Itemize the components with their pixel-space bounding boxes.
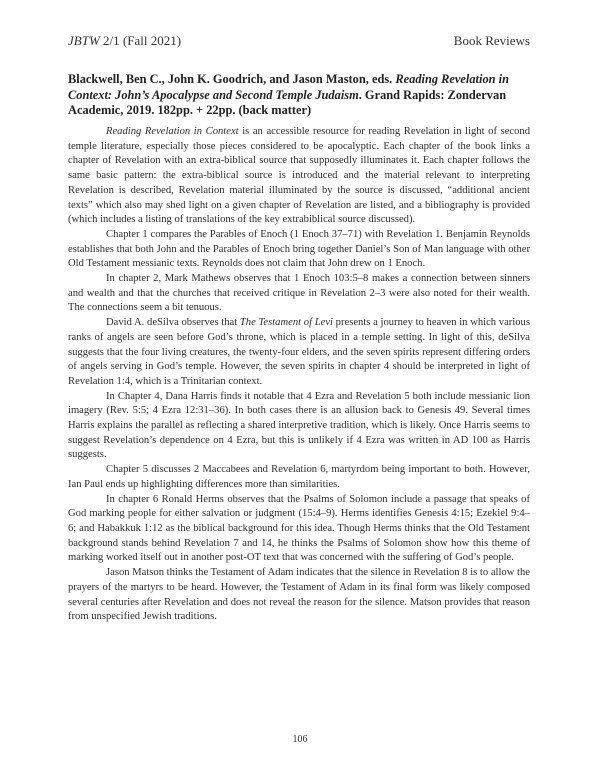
review-body xyxy=(68,125,530,625)
paragraph-3: In chapter 2, Mark Mathews observes that 1 Enoch 103:5–8 makes a connection between sinners and wealth and that the churches that received critique in Revelation 2–3 were also noted for their wealth. The connections seem a bit tenuous. xyxy=(68,273,530,314)
paragraph-1 xyxy=(68,125,530,228)
book-title-inline: Reading Revelation in Context xyxy=(106,126,239,137)
paragraph-5: In Chapter 4, Dana Harris finds it notable that 4 Ezra and Revelation 5 both include messianic lion imagery (Rev. 5:5; 4 Ezra 12:31–36). In both cases there is an allusion back to Genesis 49. Several times Harris explains the parallel as reflecting a shared interpretive tradition, which is likely. Once Harris seems to suggest Revelation’s dependence on 4 Ezra, but this is unlikely if 4 Ezra was written in AD 100 as Harris suggests. xyxy=(68,390,530,461)
paragraph-2: Chapter 1 compares the Parables of Enoch (1 Enoch 37–71) with Revelation 1. Benjamin Reynolds establishes that both John and the Parables of Enoch bring together Daniel’s Son of Man language with other Old Testament messianic texts. Reynolds does not claim that John drew on 1 Enoch. xyxy=(68,228,530,270)
journal-abbrev: JBTW xyxy=(68,33,100,48)
running-header xyxy=(68,33,530,51)
paragraph-text: is an accessible resource for reading Revelation in light of second temple literature, especially those pieces considered to be apocalyptic. Each chapter of the book links a chapter of Revelation with an extra-biblical source that supposedly illuminates it. Each chapter follows the same basic pattern: the extra-biblical source is introduced and the material relevant to interpreting Revelation is described, Revelation material illuminated by the source is discussed, “additional ancient texts” which also may shed light on a given chapter of Revelation are listed, and a bibliography is provided (which includes a listing of translations of the key extrabiblical source discussed). xyxy=(68,126,530,226)
citation-title: Reading Revelation in Context: John’s Apocalypse and Second Temple Judaism xyxy=(68,72,509,102)
book-citation xyxy=(68,72,530,119)
paragraph-6: Chapter 5 discusses 2 Maccabees and Revelation 6, martyrdom being important to both. However, Ian Paul ends up highlighting differences more than similarities. xyxy=(68,464,530,490)
page-number: 106 xyxy=(292,734,308,745)
citation-authors: Blackwell, Ben C., John K. Goodrich, and Jason Maston, eds. xyxy=(68,72,396,86)
paragraph-8: Jason Matson thinks the Testament of Adam indicates that the silence in Revelation 8 is to allow the prayers of the martyrs to be heard. However, the Testament of Adam in its final form was likely composed several centuries after Revelation and does not reveal the reason for the silence. Matson provides that reason from unspecified Jewish traditions. xyxy=(68,567,530,623)
section-title: Book Reviews xyxy=(453,33,530,48)
issue-info: 2/1 (Fall 2021) xyxy=(99,33,182,48)
journal-issue xyxy=(68,33,181,49)
paragraph-4 xyxy=(68,316,530,390)
paragraph-text: David A. deSilva observes that xyxy=(106,317,240,329)
citation-publication: . Grand Rapids: Zondervan Academic, 2019. 182pp. + 22pp. (back matter) xyxy=(68,87,507,118)
paragraph-7: In chapter 6 Ronald Herms observes that the Psalms of Solomon include a passage that speaks of God marking people for either salvation or judgment (15:4–9). Herms identifies Genesis 4:15; Ezekiel 9:4–6; and Habakkuk 1:12 as the biblical background for this idea. Though Herms thinks that the Old Testament background stands behind Revelation 7 and 14, he thinks the Psalms of Solomon show how this theme of marking worked itself out in another post-OT text that was concerned with the suffering of God’s people. xyxy=(68,493,530,564)
paragraph-text: presents a journey to heaven in which various ranks of angels are seen before God’s throne, which is placed in a temple setting. In light of this, deSilva suggests that the four living creatures, the twenty-four elders, and the seven spirits represent differing orders of angels serving in God’s temple. However, the seven spirits in chapter 4 should be interpreted in light of Revelation 1:4, which is a Trinitarian context. xyxy=(68,317,530,387)
testament-of-levi-title: The Testament of Levi xyxy=(239,317,333,329)
